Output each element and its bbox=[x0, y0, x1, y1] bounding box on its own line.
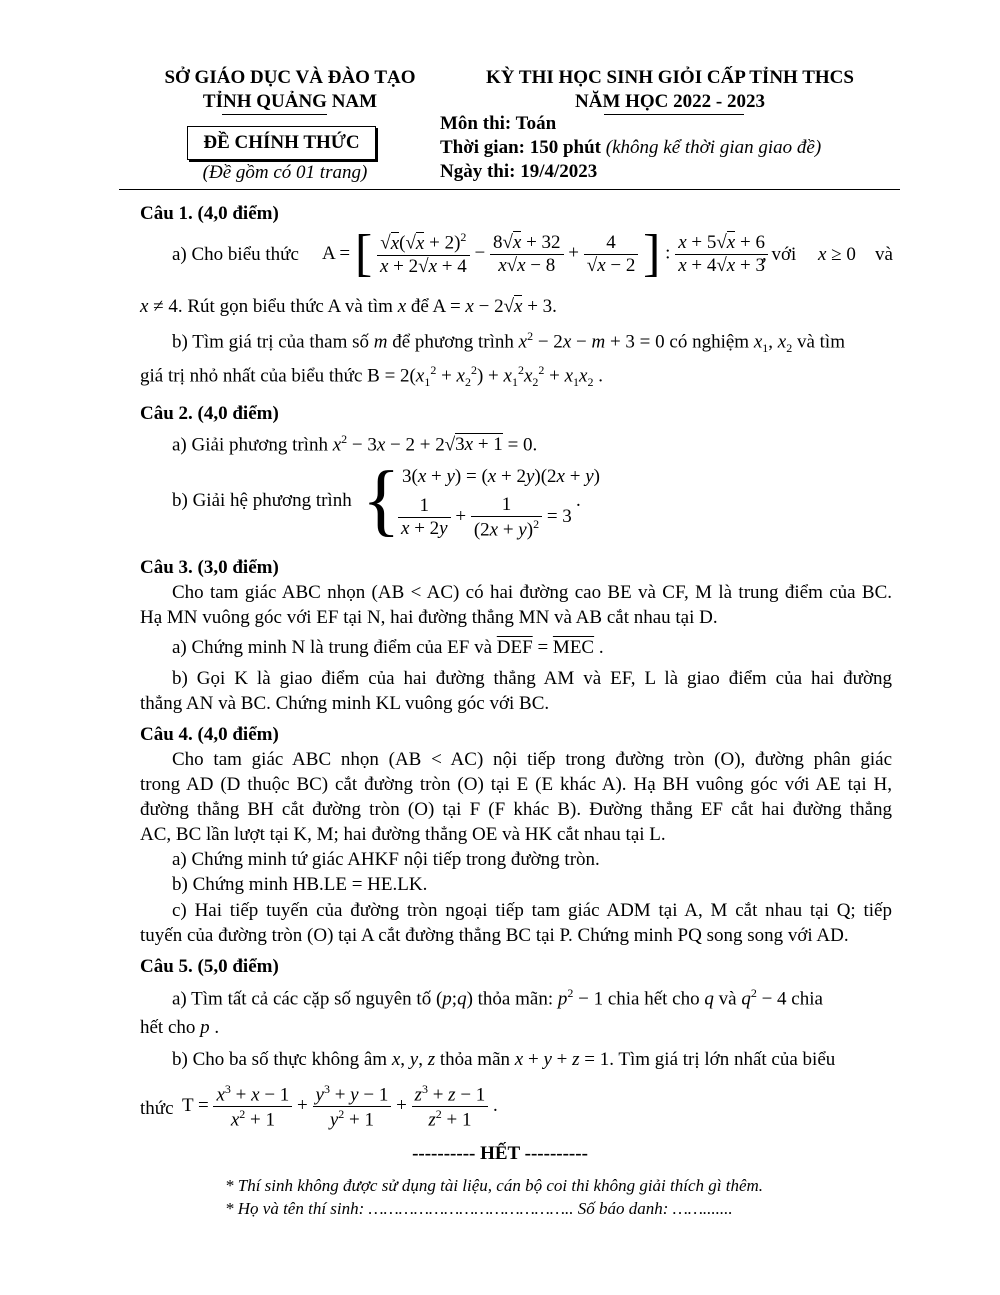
q1a-line: a) Cho biểu thức A = [ $\frac{√x(√x + 2)^2}{x + 2√x + 4}$ − $\frac{8√x + 32}{x√x - 8}$ + $\frac{4}{√x - 2}$ ] : $\frac{x + 5√x + 6}{x + 4√x + 3}$ , với x ≥ 0 và bbox=[172, 225, 893, 282]
q5b-line1: b) Cho ba số thực không âm x, y, z thỏa mãn x + y + z = 1. Tìm giá trị lớn nhất của biểu bbox=[172, 1049, 836, 1070]
q4-text-line: đường thẳng BH cắt đường tròn (O) tại F (F khác B). Đường thẳng EF cắt hai đường thẳng bbox=[140, 799, 892, 820]
exam-name: KỲ THI HỌC SINH GIỎI CẤP TỈNH THCS bbox=[486, 67, 854, 88]
exam-info bbox=[440, 112, 821, 184]
q3-text-line: Cho tam giác ABC nhọn (AB < AC) có hai đường cao BE và CF, M là trung điểm của BC. bbox=[172, 582, 892, 603]
q5a-line1: a) Tìm tất cả các cặp số nguyên tố (p;q) thỏa mãn: $p^2 - 1$ chia hết cho q và $q^2 - 4$ chia bbox=[172, 986, 823, 1010]
q4-text-line: AC, BC lần lượt tại K, M; hai đường thẳng OE và HK cắt nhau tại L. bbox=[140, 824, 666, 845]
q4c-line: c) Hai tiếp tuyến của đường tròn ngoại tiếp tam giác ADM tại A, M cắt nhau tại Q; tiếp bbox=[172, 900, 892, 921]
pages-note: (Đề gồm có 01 trang) bbox=[202, 162, 368, 183]
q4-text-line: trong AD (D thuộc BC) cắt đường tròn (O) tại E (E khác A). Hạ BH vuông góc với AE tại H, bbox=[140, 774, 892, 795]
exam-header bbox=[445, 66, 895, 114]
department-name: SỞ GIÁO DỤC VÀ ĐÀO TẠO bbox=[164, 67, 416, 88]
q2b-system: b) Giải hệ phương trình { 3(x + y) = (x + 2y)(2x + y) $\frac{1}{x + 2y}$ + $\frac{1}{(2x + y)^2}$ = 3 . bbox=[172, 456, 600, 544]
q3b-line: b) Gọi K là giao điểm của hai đường thẳng AM và EF, L là giao điểm của hai đường bbox=[172, 668, 892, 689]
q5b-expression: thức T = $\frac{x^3 + x - 1}{x^2 + 1}$ + $\frac{y^3 + y - 1}{y^2 + 1}$ + $\frac{z^3 + z - 1}{z^2 + 1}$ . bbox=[140, 1082, 498, 1131]
province-name: TỈNH QUẢNG NAM bbox=[202, 91, 378, 112]
q4c-line: tuyến của đường tròn (O) tại A cắt đường thẳng BC tại P. Chứng minh PQ song song với AD. bbox=[140, 925, 849, 946]
q4-text-line: Cho tam giác ABC nhọn (AB < AC) nội tiếp trong đường tròn (O), đường phân giác bbox=[172, 749, 892, 770]
subject: Môn thi: Toán bbox=[440, 113, 557, 134]
q1a-line2: x ≠ 4. Rút gọn biểu thức A và tìm x để A = x − 2√x + 3. bbox=[140, 296, 557, 317]
expression-a: A = [ $\frac{√x(√x + 2)^2}{x + 2√x + 4}$ − $\frac{8√x + 32}{x√x - 8}$ + $\frac{4}{√x - 2}$ ] : $\frac{x + 5√x + 6}{x + 4√x + 3}$ bbox=[322, 228, 768, 280]
q4a-line: a) Chứng minh tứ giác AHKF nội tiếp trong đường tròn. bbox=[172, 849, 600, 870]
exam-date: Ngày thi: 19/4/2023 bbox=[440, 161, 598, 182]
footer-note: * Họ và tên thí sinh: ………………………………….. Số báo danh: ……....... bbox=[225, 1199, 733, 1218]
q4b-line: b) Chứng minh HB.LE = HE.LK. bbox=[172, 874, 428, 895]
underline bbox=[222, 114, 327, 115]
official-stamp: ĐỀ CHÍNH THỨC bbox=[187, 126, 376, 160]
divider bbox=[119, 189, 900, 190]
question-4-title: Câu 4. (4,0 điểm) bbox=[140, 724, 279, 745]
q1b-line1: b) Tìm giá trị của tham số m để phương trình $x^2 - 2x - m + 3 = 0$ có nghiệm $x_1$, $x_2$ và tìm bbox=[172, 329, 845, 356]
question-1-title: Câu 1. (4,0 điểm) bbox=[140, 203, 279, 224]
end-marker: ---------- HẾT ---------- bbox=[412, 1143, 588, 1164]
question-2-title: Câu 2. (4,0 điểm) bbox=[140, 403, 279, 424]
school-year: NĂM HỌC 2022 - 2023 bbox=[575, 91, 765, 112]
question-3-title: Câu 3. (3,0 điểm) bbox=[140, 557, 279, 578]
q3-text-line: Hạ MN vuông góc với EF tại N, hai đường thẳng MN và AB cắt nhau tại D. bbox=[140, 607, 718, 628]
footer-note: * Thí sinh không được sử dụng tài liệu, cán bộ coi thi không giải thích gì thêm. bbox=[225, 1176, 764, 1195]
q1b-line2: giá trị nhỏ nhất của biểu thức $B = 2(x_1^2 + x_2^2) + x_1^2x_2^2 + x_1x_2$ . bbox=[140, 363, 603, 390]
exam-time: Thời gian: 150 phút (không kể thời gian giao đề) bbox=[440, 137, 822, 158]
department-header bbox=[140, 66, 440, 114]
q3b-line: thẳng AN và BC. Chứng minh KL vuông góc với BC. bbox=[140, 693, 550, 714]
q3a-line: a) Chứng minh N là trung điểm của EF và $\overline{DEF} = \overline{MEC}$ . bbox=[172, 637, 604, 658]
question-5-title: Câu 5. (5,0 điểm) bbox=[140, 956, 279, 977]
q5a-line2: hết cho p . bbox=[140, 1017, 220, 1038]
q2a-line: a) Giải phương trình $x^2 - 3x - 2 + 2√3x + 1 = 0$. bbox=[172, 432, 538, 456]
